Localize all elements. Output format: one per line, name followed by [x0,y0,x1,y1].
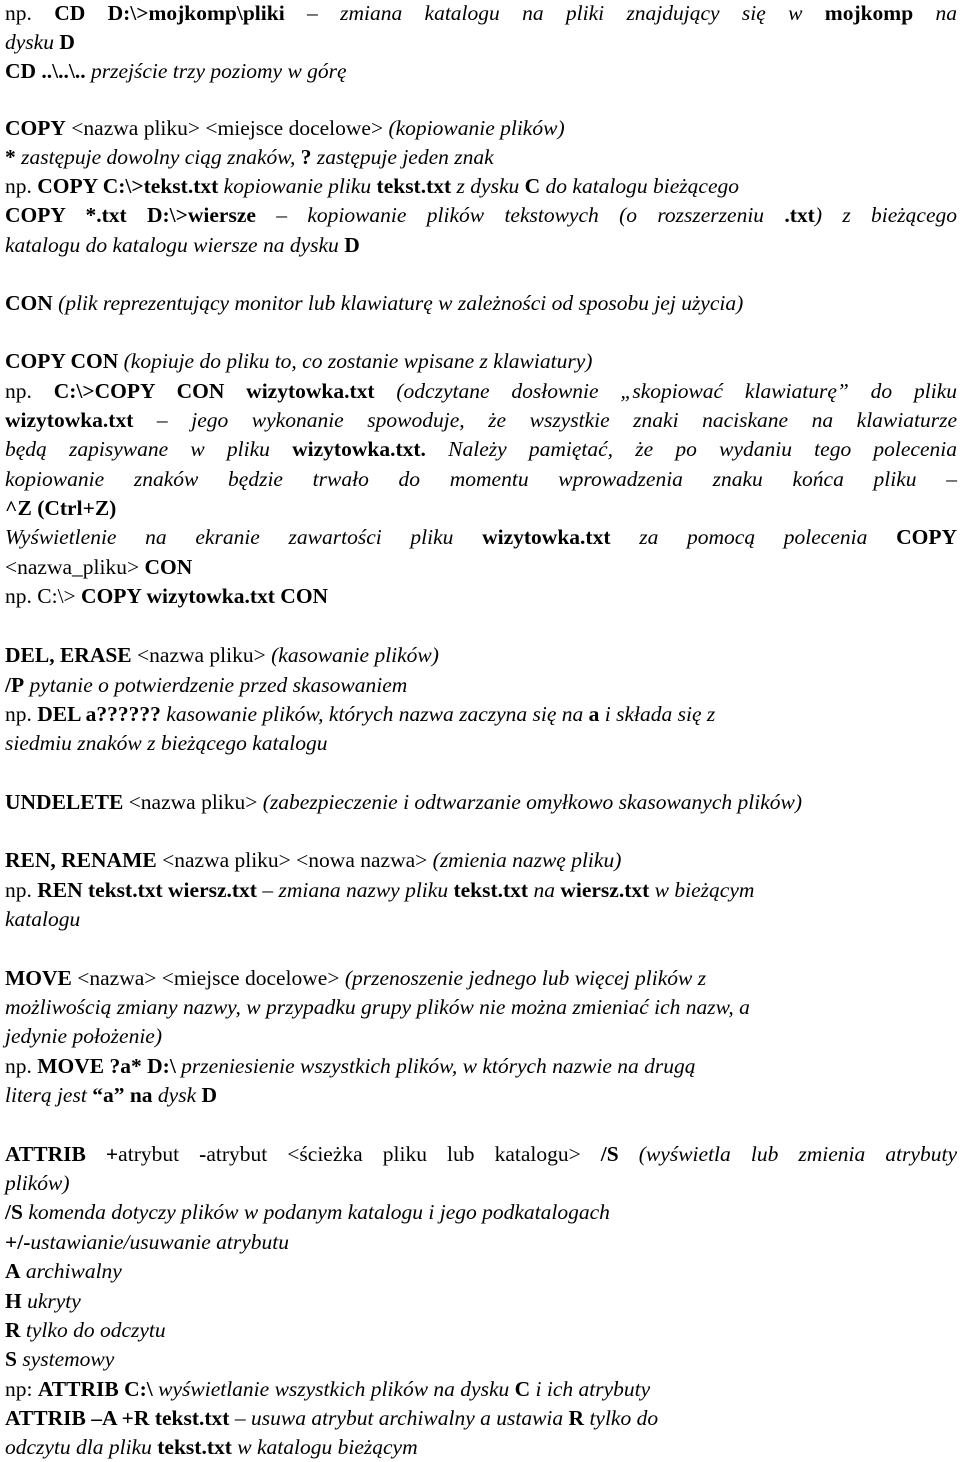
line-copy-example-2a [5,201,957,230]
line-del-syntax [5,641,960,670]
text-run: literą jest [5,1083,93,1107]
text-run: MOVE ?a* D:\ [37,1054,176,1078]
text-run: do katalogu bieżącego [540,174,739,198]
text-run: CON [144,555,193,579]
text-run: CD ..\..\.. [5,59,86,83]
text-run: /S [5,1200,23,1224]
text-run: – zmiana nazwy pliku [256,878,454,902]
text-run: <nazwa pliku> <miejsce docelowe> [65,116,389,140]
text-run: (kasowanie plików) [271,643,439,667]
text-run: ) z bieżącego [814,203,957,227]
line-copy-con [5,347,960,376]
text-run: COPY CON [5,349,119,373]
text-run: kopiowanie pliku [218,174,377,198]
text-run: mojkomp [824,1,914,25]
line-copy-con-example-3 [5,435,957,464]
text-run: D [59,30,75,54]
text-run: np. [5,702,38,726]
line-del-example-1 [5,700,960,729]
text-run: <nazwa pliku> [123,790,263,814]
text-run: DEL a?????? [37,702,161,726]
line-attrib-syntax-1 [5,1140,957,1169]
text-run: – kopiowanie plików tekstowych (o rozszerzeniu [255,203,785,227]
text-run: <nazwa> <miejsce docelowe> [71,966,345,990]
text-run: * [5,145,16,169]
line-attrib-example-1 [5,1375,960,1404]
text-run: REN tekst.txt wiersz.txt [37,878,257,902]
line-cd-up [5,57,960,86]
text-run: <nazwa_pliku> [5,555,145,579]
text-run: S [5,1347,17,1371]
text-run: /P [5,673,25,697]
line-move-syntax-3 [5,1022,960,1051]
line-ren-example-2 [5,905,960,934]
line-attrib-s-system [5,1345,960,1374]
text-run: C:\>COPY CON wizytowka.txt [53,379,375,403]
text-run: – zmiana katalogu na pliki znajdujący się w [284,1,825,25]
text-run: ATTRIB + [5,1142,119,1166]
text-run: jedynie położenie) [5,1024,163,1048]
line-undelete [5,788,960,817]
text-run: MOVE [5,966,72,990]
text-run: “a” [92,1083,125,1107]
line-attrib-example-2b [5,1433,960,1462]
line-attrib-example-2a [5,1404,960,1433]
text-run: (kopiowanie plików) [388,116,565,140]
line-copy-example-1 [5,172,960,201]
text-run: i ich atrybuty [530,1377,651,1401]
line-ren-syntax [5,846,960,875]
text-run: Wyświetlenie na ekranie zawartości pliku [5,525,483,549]
line-del-example-2 [5,729,960,758]
text-run: (zabezpieczenie i odtwarzanie omyłkowo skasowanych plików) [262,790,802,814]
line-copy-con-example-1 [5,377,957,406]
text-run: COPY [5,116,66,140]
text-run: tekst.txt [453,878,529,902]
text-run: przejście trzy poziomy w górę [85,59,347,83]
line-ren-example-1 [5,876,960,905]
text-run: CD D:\>mojkomp\pliki [54,1,285,25]
line-con [5,289,960,318]
text-run: wyświetlanie wszystkich plików na dysku [152,1377,515,1401]
text-run: przeniesienie wszystkich plików, w których nazwie na drugą [175,1054,696,1078]
text-run: np. [5,1054,38,1078]
text-run: /S [600,1142,619,1166]
line-display-2 [5,553,960,582]
line-move-syntax-2 [5,993,960,1022]
text-run: ukryty [21,1289,81,1313]
text-run: np. [5,174,38,198]
text-run: tekst.txt [157,1435,232,1459]
text-run: odczytu dla pliku [5,1435,158,1459]
text-run: UNDELETE [5,790,124,814]
line-copy-con-example-4 [5,465,957,494]
text-run: katalogu [5,907,81,931]
text-run: .txt [784,203,815,227]
text-run: zastępuje jeden znak [311,145,494,169]
line-attrib-s [5,1198,960,1227]
text-run: np. [5,1,55,25]
line-copy-con-example-2 [5,406,957,435]
text-run: atrybut [118,1142,200,1166]
line-move-example-2 [5,1081,960,1110]
text-run: <nazwa pliku> [131,643,272,667]
text-run: – usuwa atrybut archiwalny a ustawia [229,1406,569,1430]
text-run: wizytowka.txt. [292,437,426,461]
text-run: katalogu do katalogu wiersze na dysku [5,233,345,257]
line-cd-mojkomp-2 [5,28,960,57]
text-run: na [528,878,561,902]
text-run: systemowy [16,1347,115,1371]
text-run: ? [300,145,312,169]
line-display-example [5,582,960,611]
text-run: dysk [152,1083,202,1107]
line-move-example-1 [5,1052,960,1081]
text-run: wiersz.txt [560,878,650,902]
line-move-syntax-1 [5,964,960,993]
text-run: tylko do odczytu [20,1318,166,1342]
text-run: DEL, ERASE [5,643,132,667]
text-run: CON [5,291,53,315]
text-run: H [5,1289,22,1313]
text-run: Należy pamiętać, że po wydaniu tego polecenia [425,437,957,461]
text-run: R [5,1318,21,1342]
line-display-1 [5,523,957,552]
text-run: wizytowka.txt [482,525,611,549]
text-run: pytanie o potwierdzenie przed skasowaniem [24,673,408,697]
line-attrib-syntax-2 [5,1169,960,1198]
text-run: np. C:\> [5,584,82,608]
line-del-p [5,671,960,700]
text-run: atrybut <ścieżka pliku lub katalogu> [206,1142,601,1166]
text-run: C [524,174,541,198]
text-run: siedmiu znaków z bieżącego katalogu [5,731,328,755]
line-attrib-a [5,1257,960,1286]
text-run: <nazwa pliku> <nowa nazwa> [156,848,433,872]
text-run: wizytowka.txt [5,408,134,432]
text-run: COPY wizytowka.txt CON [81,584,329,608]
text-run: za pomocą polecenia [610,525,897,549]
text-run: ^Z (Ctrl+Z) [5,496,117,520]
text-run: z dysku [451,174,525,198]
text-run: tylko do [584,1406,659,1430]
text-run: w bieżącym [649,878,755,902]
text-run: tekst.txt [376,174,452,198]
text-run: ustawianie/usuwanie atrybutu [30,1230,289,1254]
text-run: (przenoszenie jednego lub więcej plików z [344,966,707,990]
text-run: będą zapisywane w pliku [5,437,293,461]
text-run: D [201,1083,218,1107]
text-run: ATTRIB C:\ [37,1377,153,1401]
text-run: COPY *.txt D:\>wiersze [5,203,256,227]
line-attrib-plus-minus [5,1228,960,1257]
text-run: możliwością zmiany nazwy, w przypadku grupy plików nie można zmieniać ich nazw, a [5,995,750,1019]
line-attrib-r [5,1316,960,1345]
text-run: (kopiuje do pliku to, co zostanie wpisane z klawiatury) [118,349,593,373]
text-run: REN, RENAME [5,848,157,872]
text-run: (wyświetla lub zmienia atrybuty [618,1142,957,1166]
text-run: komenda dotyczy plików w podanym katalogu i jego podkatalogach [22,1200,610,1224]
text-run: (plik reprezentujący monitor lub klawiaturę w zależności od sposobu jej użycia) [52,291,744,315]
text-run: D [344,233,360,257]
text-run: zastępuje dowolny ciąg znaków, [15,145,301,169]
text-run: w katalogu bieżącym [231,1435,418,1459]
text-run: na [913,1,958,25]
text-run: np. [5,878,38,902]
text-run: ATTRIB –A +R tekst.txt [5,1406,230,1430]
text-run: np: [5,1377,38,1401]
text-run: plików) [5,1171,70,1195]
text-run: kopiowanie znaków będzie trwało do momentu wprowadzenia znaku końca pliku – [5,467,957,491]
text-run: i składa się z [599,702,716,726]
text-run: kasowanie plików, których nazwa zaczyna się na [160,702,589,726]
text-run: – jego wykonanie spowoduje, że wszystkie znaki naciskane na klawiaturze [133,408,957,432]
text-run: dysku [5,30,60,54]
line-wildcards [5,143,960,172]
line-attrib-h [5,1287,960,1316]
text-run: COPY [896,525,957,549]
text-run: a [588,702,600,726]
text-run: - [199,1142,207,1166]
line-cd-mojkomp-1 [5,0,957,28]
line-ctrl-z [5,494,960,523]
text-run: na [124,1083,153,1107]
text-run: C [514,1377,531,1401]
line-copy-example-2b [5,231,960,260]
text-run: np. [5,379,54,403]
text-run: +/- [5,1230,31,1254]
text-run: A [5,1259,21,1283]
line-copy-syntax [5,114,960,143]
text-run: COPY C:\>tekst.txt [37,174,219,198]
text-run: (zmienia nazwę pliku) [432,848,622,872]
text-run: (odczytane dosłownie „skopiować klawiaturę” do pliku [374,379,957,403]
text-run: archiwalny [20,1259,122,1283]
text-run: R [568,1406,585,1430]
